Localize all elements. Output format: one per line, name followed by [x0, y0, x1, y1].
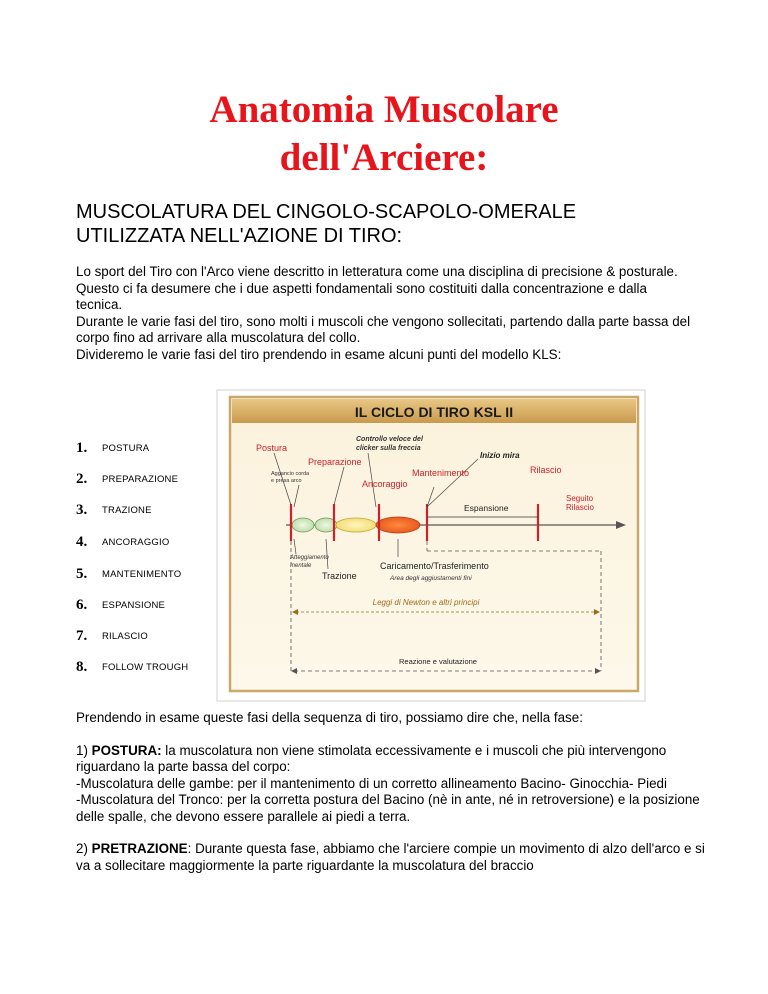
postura-text: la muscolatura non viene stimolata eccessivamente e i muscoli che più intervengono riguardano la parte bassa del corpo:: [76, 742, 667, 774]
intro-paragraph: Questo ci fa desumere che i due aspetti fondamentali sono costituiti dalla concentrazione e dalla tecnica.: [76, 280, 647, 312]
postura-number: 1): [76, 742, 92, 758]
step-item: [76, 437, 149, 459]
label-inizio-mira: Inizio mira: [480, 451, 520, 460]
step-label: ANCORAGGIO: [102, 536, 170, 548]
label-postura: Postura: [256, 443, 288, 453]
step-number: 5.: [76, 565, 88, 582]
step-label: FOLLOW TROUGH: [102, 661, 189, 673]
intro-paragraph: Durante le varie fasi del tiro, sono molti i muscoli che vengono sollecitati, partendo dalla parte bassa del corpo fino ad arrivare alla muscolatura del collo.: [76, 313, 691, 345]
step-item: [76, 468, 178, 490]
step-item: [76, 594, 165, 616]
step-item: [76, 499, 152, 521]
label-area: Area degli aggiustamenti fini: [390, 575, 472, 582]
step-item: [76, 625, 148, 647]
step-label: RILASCIO: [102, 630, 148, 642]
phase-oval-trazione: [336, 518, 376, 532]
intro-text: [76, 264, 696, 363]
pretrazione-number: 2): [76, 841, 92, 856]
postura-line-3: -Muscolatura del Tronco: per la corretta postura del Bacino (nè in ante, né in retroversione) e la posizione delle spalle, che devono essere parallele ai piedi a terra.: [76, 792, 700, 824]
step-number: 3.: [76, 501, 88, 518]
step-number: 6.: [76, 596, 88, 613]
label-aggancio-1: Aggancio corda: [271, 471, 310, 477]
label-caricamento: Caricamento/Trasferimento: [380, 561, 489, 571]
step-number: 4.: [76, 533, 88, 550]
postura-heading: POSTURA:: [91, 742, 162, 758]
label-espansione: Espansione: [464, 503, 509, 513]
postura-line-1: [76, 743, 706, 776]
body-text: [76, 710, 706, 890]
label-rilascio: Rilascio: [530, 465, 562, 475]
step-number: 2.: [76, 470, 88, 487]
label-aggancio-2: e presa arco: [271, 478, 302, 484]
section-heading-line-1: MUSCOLATURA DEL CINGOLO-SCAPOLO-OMERALE: [76, 201, 577, 223]
label-seguito-2: Rilascio: [566, 503, 595, 512]
phase-oval-postura: [292, 518, 314, 532]
postura-paragraph: [76, 743, 706, 826]
ksl-cycle-diagram: [216, 389, 646, 702]
step-item: [76, 656, 188, 678]
step-label: MANTENIMENTO: [102, 568, 182, 580]
step-number: 8.: [76, 658, 88, 675]
section-heading: [76, 200, 716, 248]
title-line-1: Anatomia Muscolare: [209, 88, 559, 131]
title-line-2: dell'Arciere:: [279, 136, 489, 179]
intro-paragraph: Divideremo le varie fasi del tiro prendendo in esame alcuni punti del modello KLS:: [76, 346, 562, 362]
pretrazione-paragraph: [76, 841, 706, 874]
phase-oval-caricamento: [376, 517, 420, 533]
step-label: POSTURA: [102, 442, 150, 454]
postura-line-2: -Muscolatura delle gambe: per il mantenimento di un corretto allineamento Bacino- Ginocchia- Piedi: [76, 775, 667, 791]
body-intro: Prendendo in esame queste fasi della sequenza di tiro, possiamo dire che, nella fase:: [76, 710, 583, 725]
step-item: [76, 563, 181, 585]
step-number: 1.: [76, 439, 88, 456]
label-ancoraggio: Ancoraggio: [362, 479, 408, 489]
step-number: 7.: [76, 627, 88, 644]
label-atteggiamento-1: Atteggiamento: [290, 555, 329, 561]
step-label: PREPARAZIONE: [102, 473, 179, 485]
label-reazione: Reazione e valutazione: [399, 657, 477, 666]
step-label: ESPANSIONE: [102, 599, 166, 611]
diagram-title: IL CICLO DI TIRO KSL II: [354, 404, 514, 420]
label-mantenimento: Mantenimento: [412, 468, 470, 478]
label-atteggiamento-2: mentale: [290, 563, 312, 569]
label-controllo-2: clicker sulla freccia: [356, 445, 421, 452]
pretrazione-heading: PRETRAZIONE: [91, 841, 188, 856]
document-title: [0, 86, 768, 182]
section-heading-line-2: UTILIZZATA NELL'AZIONE DI TIRO:: [76, 225, 403, 247]
intro-paragraph: Lo sport del Tiro con l'Arco viene descritto in letteratura come una disciplina di precisione & posturale.: [76, 264, 678, 279]
pretrazione-text: : Durante questa fase, abbiamo che l'arciere compie un movimento di alzo dell'arco e si va a sollecitare maggiormente la parte riguardante la muscolatura del braccio: [76, 841, 705, 873]
label-seguito-1: Seguito: [566, 494, 594, 503]
label-trazione: Trazione: [322, 571, 357, 581]
label-controllo-1: Controllo veloce del: [356, 436, 423, 443]
step-label: TRAZIONE: [102, 504, 152, 516]
label-preparazione: Preparazione: [308, 457, 362, 467]
label-leggi: Leggi di Newton e altri principi: [372, 598, 480, 607]
step-item: [76, 531, 169, 553]
